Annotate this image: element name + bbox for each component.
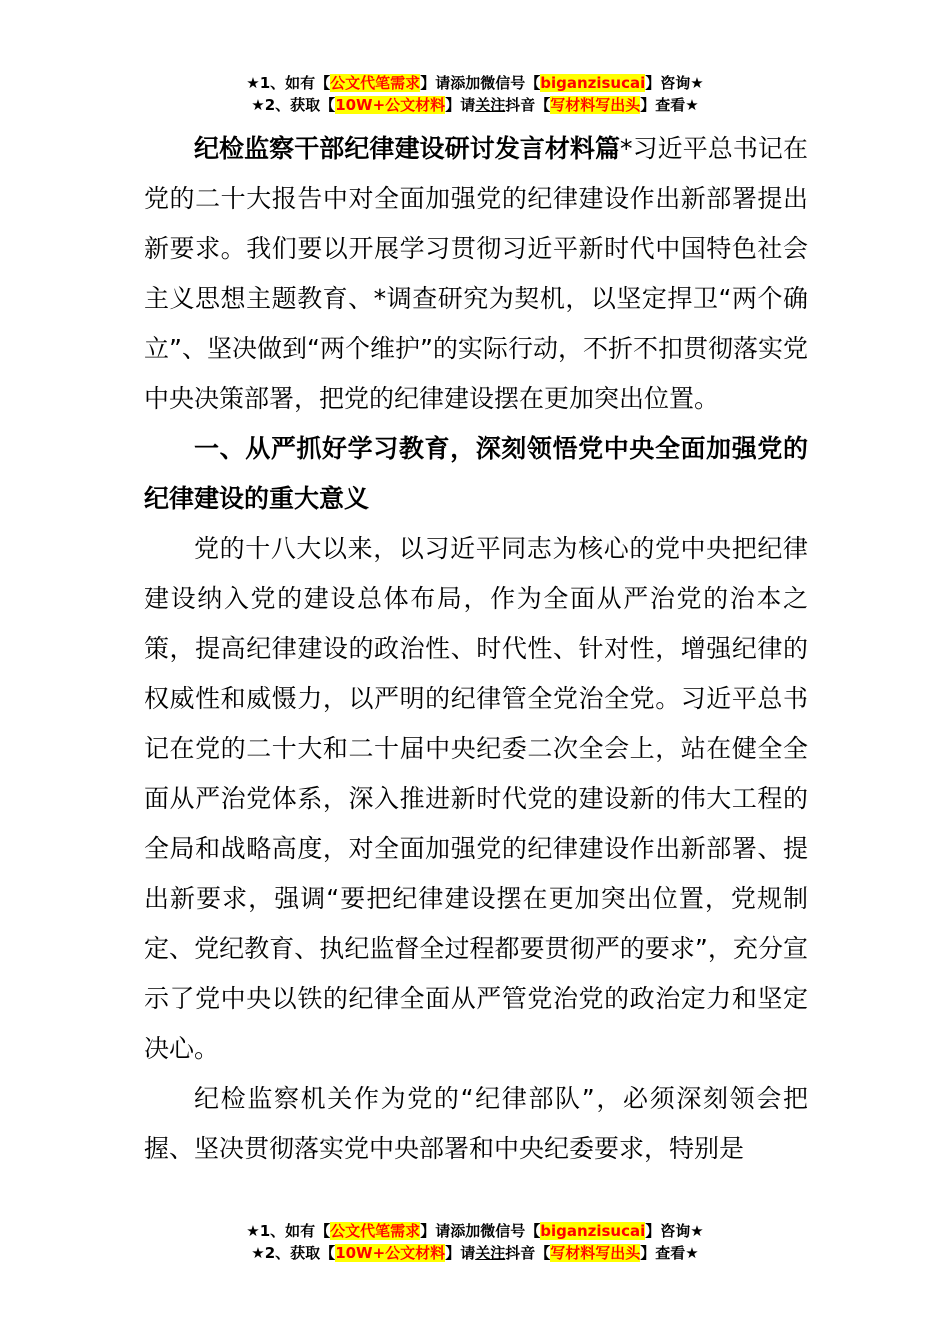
body-paragraph-2: 纪检监察机关作为党的“纪律部队”，必须深刻领会把握、坚决贯彻落实党中央部署和中央纪委要求，特别是 bbox=[144, 1084, 808, 1163]
promo-banner-top bbox=[0, 72, 950, 116]
promo-highlight: 写材料写出头 bbox=[550, 1244, 641, 1262]
promo-highlight: 公文代笔需求 bbox=[330, 1222, 421, 1240]
document-body bbox=[144, 124, 808, 1174]
intro-text: *习近平总书记在党的二十大报告中对全面加强党的纪律建设作出新部署提出新要求。我们要以开展学习贯彻习近平新时代中国特色社会主义思想主题教育、*调查研究为契机，以坚定捍卫“两个确立”、坚决做到“两个维护”的实际行动，不折不扣贯彻落实党中央决策部署，把党的纪律建设摆在更加突出位置。 bbox=[144, 134, 808, 413]
document-title: 纪检监察干部纪律建设研讨发言材料篇 bbox=[194, 134, 621, 163]
promo-line-2: ★2、获取【10W+公文材料】请关注抖音【写材料写出头】查看★ bbox=[251, 1244, 699, 1262]
promo-highlight: 10W+公文材料 bbox=[335, 1244, 446, 1262]
promo-highlight: 10W+公文材料 bbox=[335, 96, 446, 114]
body-paragraph-1: 党的十八大以来，以习近平同志为核心的党中央把纪律建设纳入党的建设总体布局，作为全面从严治党的治本之策，提高纪律建设的政治性、时代性、针对性，增强纪律的权威性和威慑力，以严明的纪律管全党治全党。习近平总书记在党的二十大和二十届中央纪委二次全会上，站在健全全面从严治党体系，深入推进新时代党的建设新的伟大工程的全局和战略高度，对全面加强党的纪律建设作出新部署、提出新要求，强调“要把纪律建设摆在更加突出位置，党规制定、党纪教育、执纪监督全过程都要贯彻严的要求”，充分宣示了党中央以铁的纪律全面从严管党治党的政治定力和坚定决心。 bbox=[144, 534, 808, 1063]
promo-line-1: ★1、如有【公文代笔需求】请添加微信号【biganzisucai】咨询★ bbox=[246, 1222, 704, 1240]
promo-highlight: 写材料写出头 bbox=[550, 96, 641, 114]
promo-banner-bottom bbox=[0, 1220, 950, 1264]
promo-line-2: ★2、获取【10W+公文材料】请关注抖音【写材料写出头】查看★ bbox=[251, 96, 699, 114]
promo-highlight: biganzisucai bbox=[540, 74, 646, 92]
promo-highlight: 公文代笔需求 bbox=[330, 74, 421, 92]
promo-highlight: biganzisucai bbox=[540, 1222, 646, 1240]
promo-line-1: ★1、如有【公文代笔需求】请添加微信号【biganzisucai】咨询★ bbox=[246, 74, 704, 92]
section-heading-1: 一、从严抓好学习教育，深刻领悟党中央全面加强党的纪律建设的重大意义 bbox=[144, 434, 808, 513]
intro-paragraph bbox=[144, 124, 808, 424]
